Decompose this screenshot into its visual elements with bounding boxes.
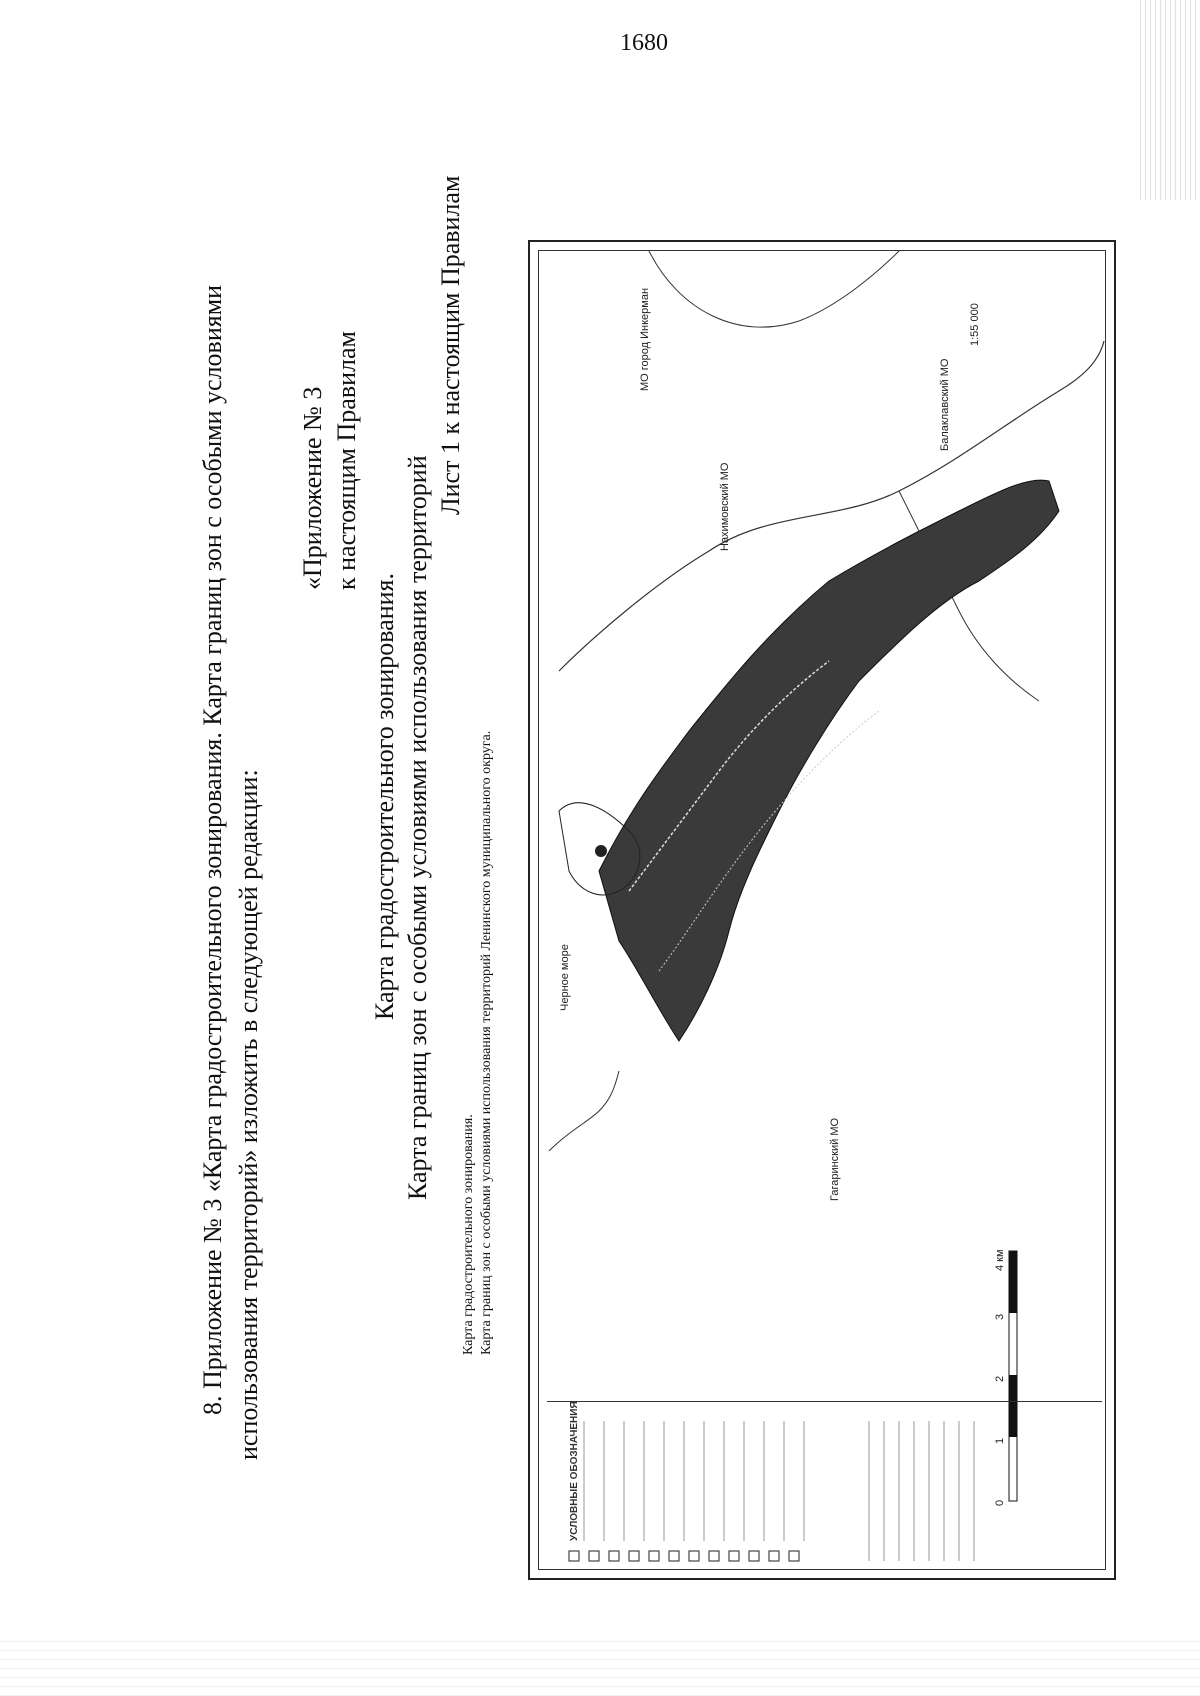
scale-tick-3: 3 [994,1313,1006,1320]
zoning-map [528,240,1116,1580]
district-boundary [649,251,899,327]
urban-area [599,480,1059,1041]
legend-title: УСЛОВНЫЕ ОБОЗНАЧЕНИЯ [569,1401,580,1541]
label-inkerman: МО город Инкерман [639,287,651,391]
legend-swatches [539,1401,1109,1581]
scale-tick-0: 0 [994,1499,1006,1506]
sheet-label: Лист 1 к настоящим Правилам [436,175,465,515]
center-title-line-2: Карта границ зон с особыми условиями использования территорий [403,455,432,1200]
map-inner-frame [538,250,1106,1570]
paragraph-line-2: использования территорий» изложить в следующей редакции: [234,769,263,1460]
scale-tick-4: 4 км [994,1249,1006,1271]
map-title-line-2: Карта границ зон с особыми условиями использования территорий Ленинского муниципального округа. [479,730,494,1355]
label-sea: Черное море [559,944,571,1011]
label-gagarin: Гагаринский МО [829,1117,841,1201]
label-nakhimov: Нахимовский МО [719,462,731,551]
page-number: 1680 [620,30,668,56]
appendix-ref-line-2: к настоящим Правилам [332,331,361,590]
inset-marker [595,845,607,857]
scale-tick-1: 1 [994,1437,1006,1444]
scan-noise-bottom [0,1636,1200,1696]
coastline [549,1071,619,1151]
label-balaklava: Балаклавский МО [939,358,951,451]
center-title-line-1: Карта градостроительного зонирования. [370,572,399,1020]
scan-noise-right [1140,0,1200,200]
map-title-line-1: Карта градостроительного зонирования. [461,1114,476,1355]
appendix-ref-line-1: «Приложение № 3 [298,386,327,590]
paragraph-line-1: 8. Приложение № 3 «Карта градостроительного зонирования. Карта границ зон с особыми условиями [198,284,227,1415]
map-drawing [539,251,1109,1573]
scale-tick-2: 2 [994,1375,1006,1382]
scale-label: 1:55 000 [969,303,981,346]
